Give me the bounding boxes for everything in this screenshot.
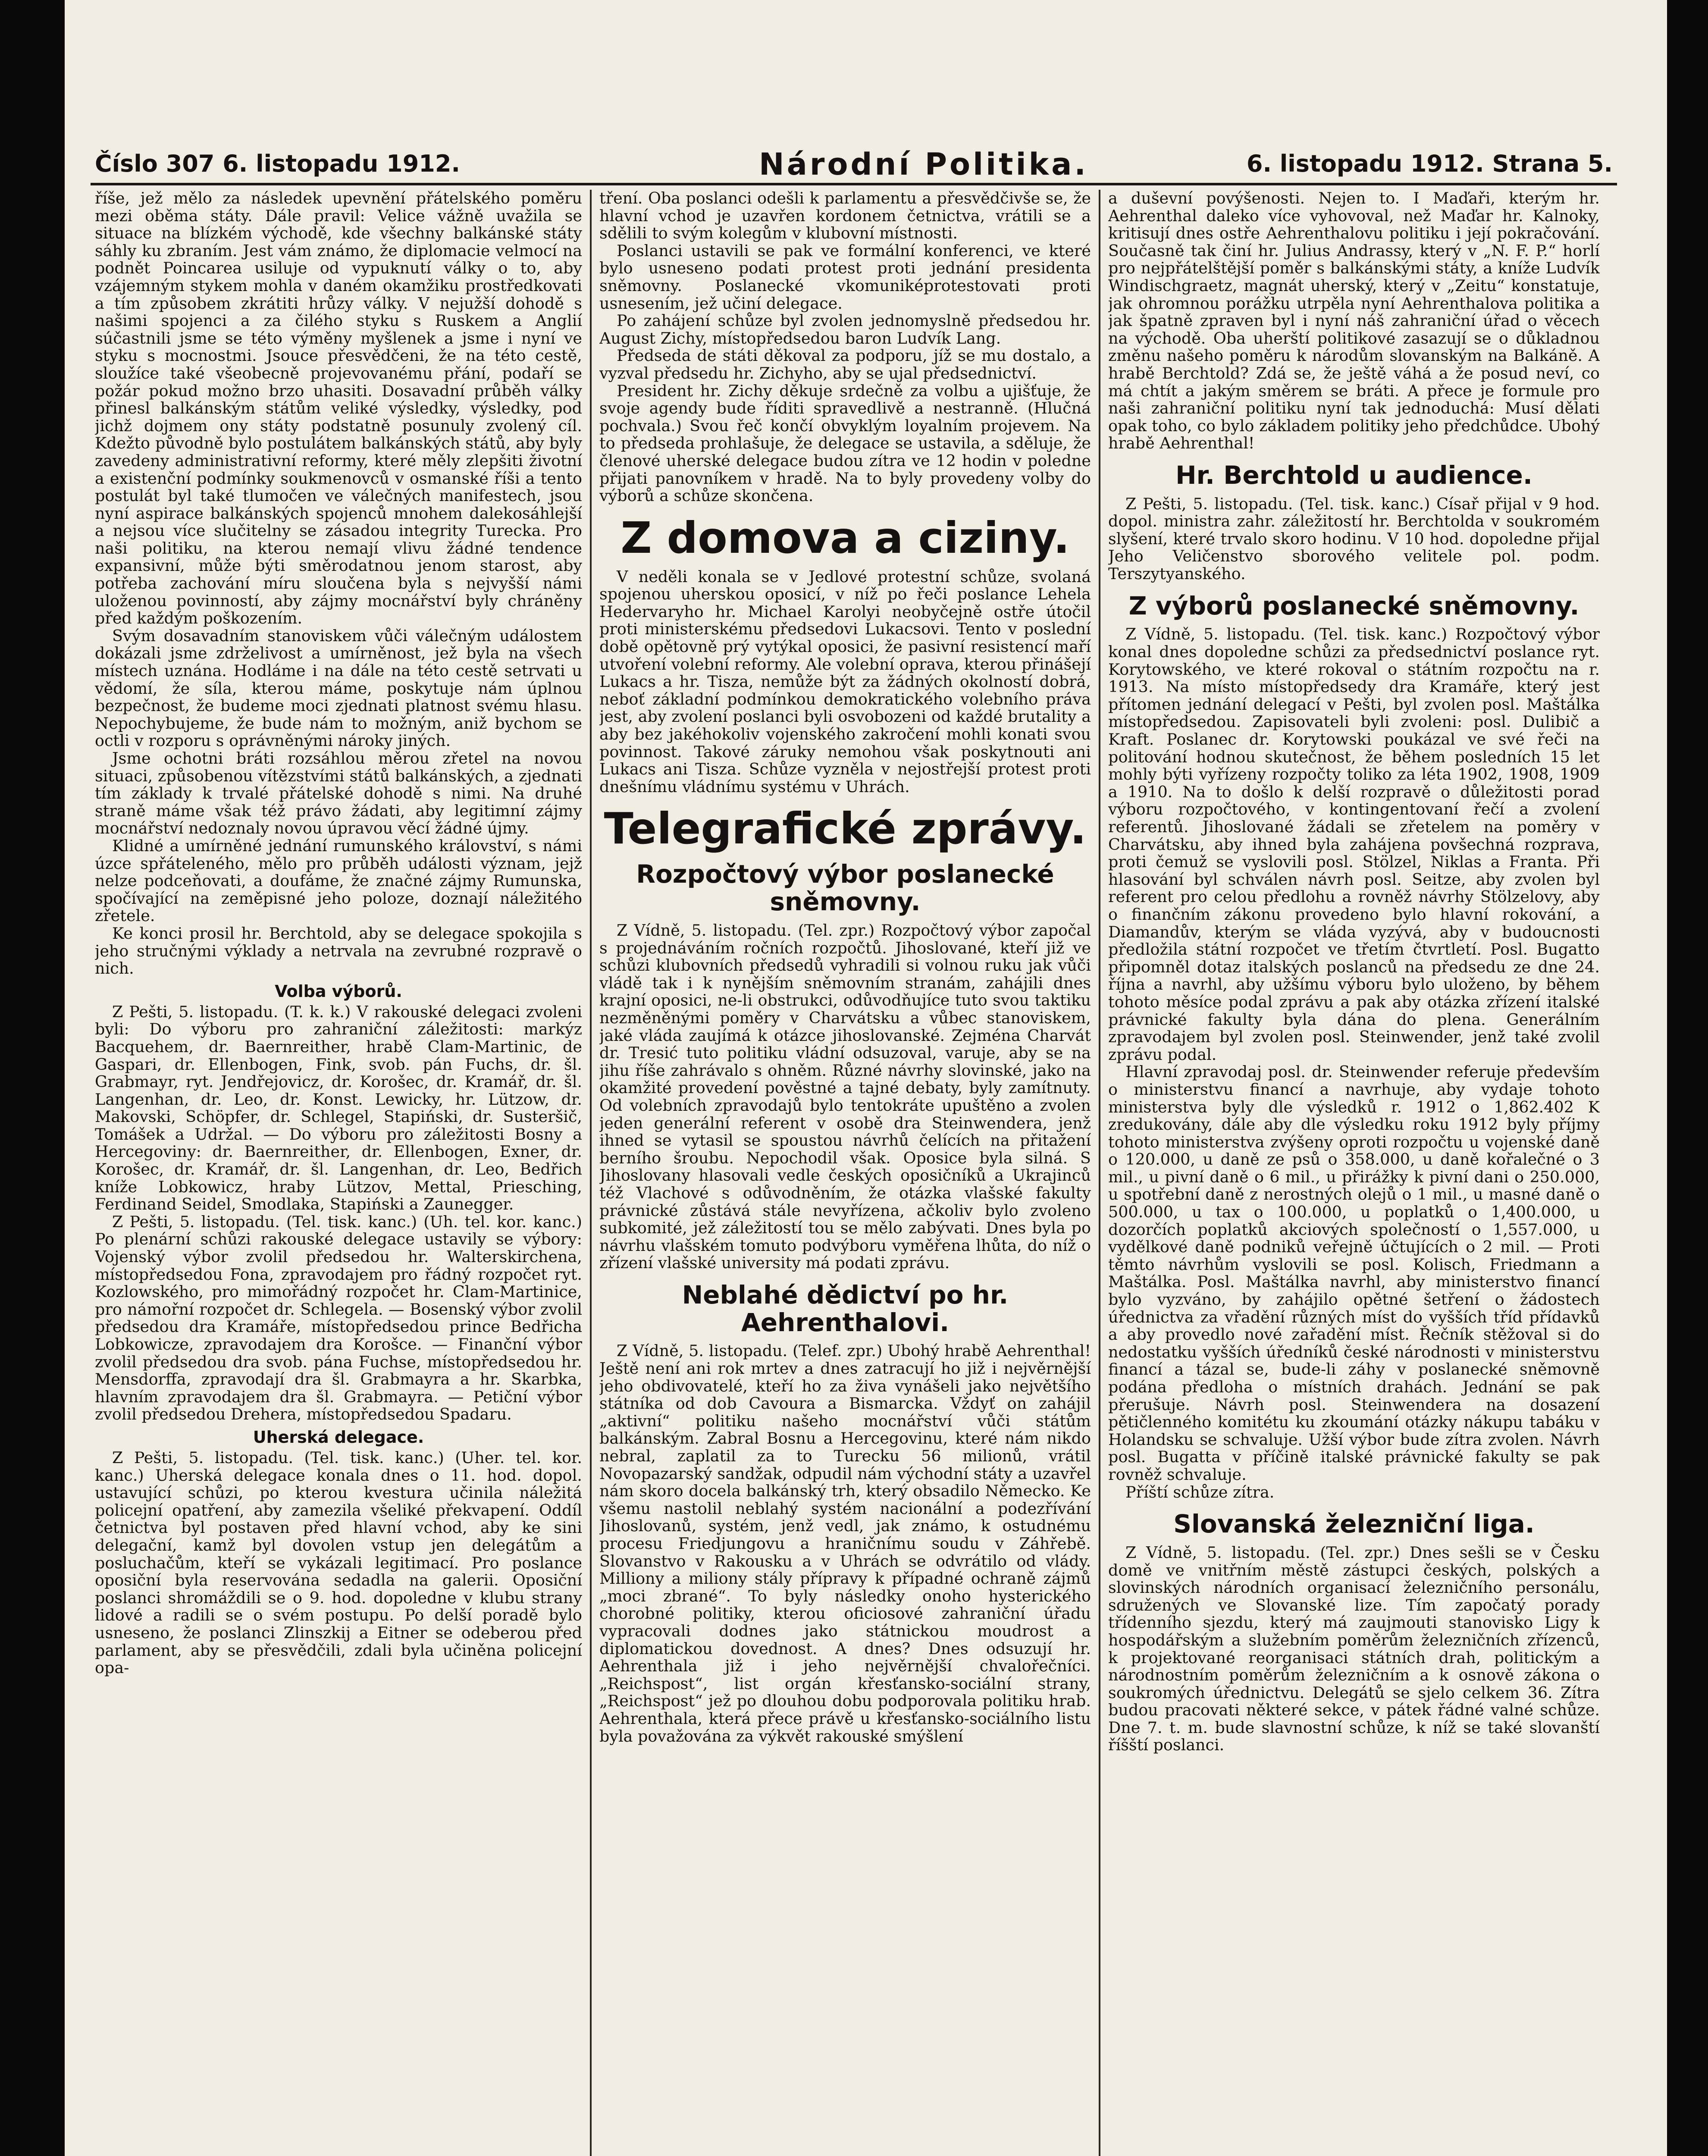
section-heading: Uherská delegace. — [253, 1427, 424, 1447]
newspaper-title: Národní Politika. — [759, 147, 1088, 182]
header-issue-date: Číslo 307 6. listopadu 1912. — [95, 150, 460, 177]
column-3 — [1108, 190, 1600, 2156]
article-paragraph: V neděli konala se v Jedlové protestní schůze, svolaná spojenou uherskou oposicí, v níž po řeči poslance Lehela Hedervaryho hr. Michael Karolyi neobyčejně ostře útočil proti ministerskému předsedovi Lukacsovi. Tento v poslední době opětovně prý vytýkal oposici, že pasivní resistencí maří utvoření volební reformy. Ale volební oprava, kterou přinášejí Lukacs a hr. Tisza, nemůže být za žádných okolností dobrá, neboť základní podmínkou demokratického volebního práva jest, aby zvolení poslanci byli osvobozeni od každé brutality a aby bez jakéhokoliv vojenského zakročení mohli konati svou povinnost. Takové záruky nemohou však poskytnouti ani Lukacs ani Tisza. Schůze vyzněla v nejostřejší protest proti dnešnímu vládnímu systému v Uhrách. — [599, 567, 1091, 796]
article-paragraph: Z Vídně, 5. listopadu. (Tel. tisk. kanc.) Rozpočtový výbor konal dnes dopoledne schůzi za předsednictví poslance ryt. Korytowského, ve které rokoval o státním rozpočtu na r. 1913. Na místo místopředsedy dra Kramáře, který jest přítomen jednání delegací v Pešti, byl zvolen posl. Maštálka místopředsedou. Zapisovateli byli zvoleni: posl. Dulibič a Kraft. Poslanec dr. Korytowski poukázal ve své řeči na politování hodnou skutečnost, že během posledních 15 let mohly býti vyřízeny rozpočty toliko za léta 1902, 1908, 1909 a 1910. Na to došlo k delší rozpravě o důležitosti porad výboru rozpočtového, v kontingentovaní řečí a zvolení referentů. Jihoslované žádali se zřetelem na poměry v Charvátsku, aby ihned byla zahájena povšechná rozprava, proti čemuž se vyslovili posl. Stölzel, Niklas a Franta. Při hlasování byl schválen návrh posl. Seitze, aby zvolen byl referent pro celou předlohu a rovněž návrhy Stölzelovy, aby o finančním zákonu provedeno bylo hlavní rokování, a Diamandův, kterým se vláda vyzývá, aby v budoucnosti předložila státní rozpočet ve třetím čtvrtletí. Posl. Bugatto připomněl dotaz italských poslanců na předsedu ze dne 24. října a navrhl, aby užšímu výboru bylo uloženo, by během tohoto měsíce podal zprávu a pak aby otázka zřízení italské právnické fakulty byla dána do plena. Generálním zpravodajem byl zvolen posl. Steinwender, jenž také zvolil zprávu podal. — [1108, 625, 1600, 1064]
article-paragraph: Z Pešti, 5. listopadu. (T. k. k.) V rakouské delegaci zvoleni byli: Do výboru pro zahraniční záležitosti: markýz Bacquehem, dr. Baernreither, hrabě Clam-Martinic, de Gaspari, dr. Ellenbogen, Fink, svob. pán Fuchs, dr. šl. Grabmayr, ryt. Jendřejovicz, dr. Korošec, dr. Kramář, dr. šl. Langenhan, dr. Leo, dr. Konst. Lewicky, hr. Lützow, dr. Makovski, Schöpfer, dr. Schlegel, Stapiński, dr. Susteršič, Tomášek a Udržal. — Do výboru pro záležitosti Bosny a Hercegoviny: dr. Baernreither, dr. Ellenbogen, Exner, dr. Korošec, dr. Kramář, dr. šl. Langenhan, dr. Leo, Bedřich kníže Lobkowicz, hraby Lützov, Mettal, Priesching, Ferdinand Seidel, Smodlaka, Stapiński a Zaunegger. — [95, 1002, 582, 1214]
column-divider — [590, 190, 592, 2156]
article-paragraph: Z Pešti, 5. listopadu. (Tel. tisk. kanc.) (Uh. tel. kor. kanc.) Po plenární schůzi rakouské delegace ustavily se výbory: Vojenský výbor zvolil předsedou hr. Walterskirchena, místopředsedou Fona, zpravodajem pro řádný rozpočet ryt. Kozlowského, pro mimořádný rozpočet hr. Clam-Martinice, pro námořní rozpočet dr. Schlegela. — Bosenský výbor zvolil předsedou dra Kramáře, místopředsedou prince Bedřicha Lobkowicze, zpravodajem dra Korošce. — Finanční výbor zvolil předsedou dra svob. pána Fuchse, místopředsedou hr. Mensdorffa, zpravodají dra šl. Grabmayra a hr. Skarbka, hlavním zpravodajem dra šl. Grabmayra. — Petiční výbor zvolil předsedou Drehera, místopředsedou Spadaru. — [95, 1212, 582, 1424]
article-paragraph: Jsme ochotni bráti rozsáhlou měrou zřetel na novou situaci, způsobenou vítězstvími států balkánských, a zjednati tím základy k trvalé přátelské dohodě s nimi. Na druhé straně máme však též právo žádati, aby legitimní zájmy mocnářství nedoznaly novou úpravou věcí žádné újmy. — [95, 749, 582, 838]
article-heading: Z výborů poslanecké sněmovny. — [1128, 591, 1580, 620]
header-page-number: 6. listopadu 1912. Strana 5. — [1246, 150, 1613, 177]
article-paragraph: Předseda de státi děkoval za podporu, jíž se mu dostalo, a vyzval předsedu hr. Zichyho, aby se ujal předsednictví. — [599, 346, 1091, 382]
page-header — [86, 147, 1613, 181]
article-paragraph: Poslanci ustavili se pak ve formální konferenci, ve které bylo usneseno podati protest proti jednání presidenta sněmovny. Poslanecké vkomuniképrotestovati proti usnesením, jež učiní delegace. — [599, 241, 1091, 313]
section-heading: Volba výborů. — [275, 981, 402, 1001]
article-heading: Hr. Berchtold u audience. — [1175, 460, 1532, 490]
article-heading: Rozpočtový výbor poslanecké sněmovny. — [636, 859, 1054, 917]
article-paragraph: Klidné a umírněné jednání rumunského království, s námi úzce spřáteleného, mělo pro průběh události význam, jejž nelze podceňovati, a doufáme, že značné zájmy Rumunska, spočívající na zeměpisné jeho poloze, doznají náležitého zřetele. — [95, 836, 582, 925]
article-paragraph: Z Vídně, 5. listopadu. (Tel. zpr.) Rozpočtový výbor započal s projednáváním ročních rozpočtů. Jihoslované, kteří již ve schůzi klubovních předsedů vyhradili si volnou ruku jak vůči vládě tak i k nynějším sněmovním stranám, zahájili dnes krajní oposici, ne-li obstrukci, odůvodňujíce tuto svou taktiku nezměněnými poměry v Charvátsku a vůbec stanoviskem, jaké vláda zaujímá k otázce jihoslovanské. Zejména Charvát dr. Tresić tuto politiku vládní odsuzoval, varuje, aby se na jihu říše zahrávalo s ohněm. Různé návrhy slovinské, jako na okamžité provedení pověstné a tajné debaty, byly zamítnuty. Od volebních zpravodajů bylo tentokráte upuštěno a zvolen jeden generální referent v osobě dra Steinwendera, jenž ihned se vytasil se spoustou návrhů čelících na přitažení berního šroubu. Nepochodil však. Oposice byla silná. S Jihoslovany hlasovali vedle českých oposičníků a Ukrajinců též Vlachové s odůvodněním, že otázka vlašské fakulty právnické zůstává stále nevyřízena, ačkoliv bylo zvoleno subkomité, jež záležitostí tou se mělo zabývati. Dnes byla po návrhu vlašském tomuto podvýboru vyměřena lhůta, do níž o zřízení vlašské university má podati zprávu. — [599, 921, 1091, 1272]
article-paragraph: Svým dosavadním stanoviskem vůči válečným událostem dokázali jsme zdrželivost a umírněnost, jež byla na všech místech uznána. Hodláme i na dále na této cestě setrvati u vědomí, že síla, kterou máme, poskytuje nám úplnou bezpečnost, že budeme moci zjednati platnost svému hlasu. Nepochybujeme, že bude nám to možným, aniž bychom se octli v rozporu s oprávněnými nároky jiných. — [95, 626, 582, 750]
scan-edge-right — [1667, 0, 1708, 2156]
article-heading: Neblahé dědictví po hr. Aehrenthalovi. — [682, 1280, 1009, 1337]
scan-edge-left — [0, 0, 65, 2156]
article-paragraph: Po zahájení schůze byl zvolen jednomyslně předsedou hr. August Zichy, místopředsedou baron Ludvík Lang. — [599, 311, 1091, 348]
article-paragraph: President hr. Zichy děkuje srdečně za volbu a ujišťuje, že svoje agendy bude říditi spravedlivě a nestranně. (Hlučná pochvala.) Svou řeč končí obvyklým loyalním projevem. Na to předseda prohlašuje, že delegace se ustavila, a sděluje, že členové uherské delegace budou zítra ve 12 hodin v poledne přijati panovníkem v hradě. Na to byly provedeny volby do výborů a schůze skončena. — [599, 381, 1091, 505]
column-divider — [1099, 190, 1100, 2156]
article-paragraph: říše, jež mělo za následek upevnění přátelského poměru mezi oběma státy. Dále pravil: Velice vážně uvažila se situace na blízkém východě, kde všechny balkánské státy sáhly ku zbraním. Jest vám známo, že diplomacie velmocí na podnět Poincarea usiluje od vypuknutí války o to, aby vzájemným stykem mohla v daném okamžiku prostředkovati a tím způsobem zkrátiti hrůzy války. V nejužší dohodě s našimi spojenci a za čilého styku s Ruskem a Anglií súčastnili jsme se této výměny myšlenek a jsme i nyní ve styku s mocnostmi. Jsouce přesvědčeni, že na této cestě, sloužíce také všeobecně projevovanému přání, podaří se požár pokud možno brzo uhasiti. Dosavadní průběh války přinesl balkánským státům veliké výsledky, výsledky, pod jichž dojmem ony státy podstatně posunuly zvolený cíl. Kdežto původně bylo postulátem balkánských států, aby byly zavedeny administrativní reformy, které měly zlepšiti životní a existenční podmínky soukmenovců v osmanské říši a tento postulát byl také tlumočen ve válečných manifestech, jsou nyní aspirace balkánských spojenců mnohem dalekosáhlejší a nejsou více slučitelny se zásadou integrity Turecka. Pro naši politiku, na kterou nemají vlivu žádné tendence expansivní, může býti směrodatnou jenom starost, aby potřeba zachování míru sloučena byla s nejvyšší námi uloženou povinností, aby zájmy mocnářství byly chráněny před každým poškozením. — [95, 190, 582, 628]
article-paragraph: Hlavní zpravodaj posl. dr. Steinwender referuje především o ministerstvu financí a navrhuje, aby vydaje tohoto ministerstva byly dle výsledků r. 1912 o 1,862.402 K zredukovány, dále aby dle výsledku roku 1912 byly příjmy tohoto ministerstva zvýšeny oproti rozpočtu u vojenské daně o 120.000, u daně ze psů o 358.000, u daně kořalečné o 3 mil., u pivní daně o 6 mil., u přirážky k pivní dani o 250.000, u spotřební daně z nerostných olejů o 1 mil., u masné daně o 500.000, u tax o 100.000, u poplatků o 1,400.000, u dozorčích poplatků akciových společností o 1,557.000, u vydělkové daně podniků veřejně účtujících o 2 mil. — Proti těmto návrhům vyslovili se posl. Kolisch, Friedmann a Maštálka. Posl. Maštálka navrhl, aby ministerstvo financí bylo vyzváno, by zahájilo opětné šetření o žádostech úřednictva za vřadění různých míst do vyšších tříd přídavků a aby provedlo nové zařadění míst. Řečník stěžoval si do nedostatku vyšších úředníků české národnosti v ministerstvu financí a tázal se, bude-li záhy v poslanecké sněmovně podána předloha o místních drahách. Jednání se pak přerušuje. Návrh posl. Steinwendera na dosazení pětičlenného komitétu ku zkoumání otázky nákupu tabáku v Holandsku se schvaluje. Užší výbor bude zítra zvolen. Návrh posl. Bugatta v příčině italské právnické fakulty se pak rovněž schvaluje. — [1108, 1062, 1600, 1484]
article-paragraph: Z Pešti, 5. listopadu. (Tel. tisk. kanc.) (Uher. tel. kor. kanc.) Uherská delegace konala dnes o 11. hod. dopol. ustavující schůzi, po kterou kvestura učinila náležitá policejní opatření, aby zamezila všeliké překvapení. Oddíl četnictva byl postaven před hlavní vchod, aby ke sini delegační, kamž byl dovolen vstup jen delegátům a posluchačům, kteří se vykázali legitimací. Pro poslance oposiční byla reservována sedadla na galerii. Oposiční poslanci shromáždili se o 9. hod. dopoledne v klubu strany lidové a radili se o svém postupu. Po delší poradě bylo usneseno, že poslanci Zlinszkij a Eitner se odeberou před parlament, aby se přesvědčili, zdali byla učiněna policejní opa- — [95, 1448, 582, 1677]
article-paragraph: tření. Oba poslanci odešli k parlamentu a přesvědčivše se, že hlavní vchod je uzavřen kordonem četnictva, vrátili se a sdělili to svým kolegům v klubovní místnosti. — [599, 190, 1091, 243]
article-paragraph: Z Vídně, 5. listopadu. (Tel. zpr.) Dnes sešli se v Česku domě ve vnitřním městě zástupci českých, polských a slovinských národních organisací železničního personálu, sdružených ve Slovanské lize. Tím započatý porady třídenního sjezdu, který má zaujmouti stanovisko Ligy k hospodářským a služebním poměrům železničních zřízenců, k projektované reorganisaci státních drah, politickým a národnostním poměrům železničním a k osnově zákona o soukromých úřednictvu. Delegátů se sjelo celkem 36. Zítra budou pracovati některé sekce, v pátek řádné valné schůze. Dne 7. t. m. bude slavnostní schůze, k níž se také slovanští říšští poslanci. — [1108, 1543, 1600, 1755]
article-paragraph: a duševní povýšenosti. Nejen to. I Maďaři, kterým hr. Aehrenthal daleko více vyhovoval, než Maďar hr. Kalnoky, kritisují dnes ostře Aehrenthalovu politiku i její pokračování. Současně tak činí hr. Julius Andrassy, který v „N. F. P.“ horlí pro nejpřátelštější poměr s balkánskými státy, a kníže Ludvík Windischgraetz, magnát uherský, který v „Zeitu“ konstatuje, jak ohromnou porážku utrpěla nyní Aehrenthalova politika a jak špatně zpraven byl i nyní náš zahraniční úřad o věcech na východě. Oba uherští politikové zasazují se o důkladnou změnu našeho poměru k národům slovanským na Balkáně. A hrabě Berchtold? Zdá se, že ještě váhá a že posud neví, co má chtít a jakým směrem se bráti. A přece je formule pro naši zahraniční politiku nyní tak jednoduchá: Musí dělati opak toho, co bylo základem politiky jeho předchůdce. Ubohý hrabě Aehrenthal! — [1108, 190, 1600, 453]
article-paragraph: Z Pešti, 5. listopadu. (Tel. tisk. kanc.) Císař přijal v 9 hod. dopol. ministra zahr. záležitostí hr. Berchtolda v soukromém slyšení, které trvalo skoro hodinu. V 10 hod. dopoledne přijal Jeho Veličenstvo sborového velitele pol. podm. Terszytyanského. — [1108, 494, 1600, 583]
article-paragraph: Ke konci prosil hr. Berchtold, aby se delegace spokojila s jeho stručnými výklady a netrvala na zevrubné rozpravě o nich. — [95, 924, 582, 978]
header-rule — [91, 183, 1617, 185]
article-heading: Slovanská železniční liga. — [1173, 1509, 1535, 1539]
column-1 — [95, 190, 582, 2156]
column-2 — [599, 190, 1091, 2156]
article-paragraph: Z Vídně, 5. listopadu. (Telef. zpr.) Ubohý hrabě Aehrenthal! Ještě není ani rok mrtev a dnes zatracují ho již i nejvěrnější jeho obdivovatelé, kteří ho za živa vynášeli jako největšího státníka od dob Cavoura a Bismarcka. Vždyť on zahájil „aktivní“ politiku našeho mocnářství vůči státům balkánským. Zabral Bosnu a Hercegovinu, které nám nikdo nebral, zaplatil za to Turecku 56 milionů, vrátil Novopazarský sandžak, odpudil nám východní státy a uzavřel nám skoro docela balkánský trh, který obsadilo Německo. Ke všemu nastolil neblahý systém nacionální a podezřívání Jihoslovanů, systém, jenž vedl, jak známo, k ostudnému procesu Friedjungovu a hraničnímu soudu v Záhřebě. Slovanstvo v Rakousku a v Uhrách se odvrátilo od vlády. Milliony a miliony stály přípravy k případné ochraně zájmů „moci zbrané“. To byly následky onoho hysterického chorobné politiky, kterou oficiosové zahraniční úřadu vypracovali dodnes jako státnickou moudrost a diplomatickou dovednost. A dnes? Dnes odsuzují hr. Aehrenthala již i jeho nejvěrnější chvalořečníci. „Reichspost“, list orgán křesťansko-sociální strany, „Reichspost“ jež po dlouhou dobu podporovala politiku hrab. Aehrenthala, která přece právě u křesťansko-sociálního listu byla považována za výkvět rakouské smýšlení — [599, 1341, 1091, 1745]
article-paragraph: Příští schůze zítra. — [1125, 1482, 1275, 1501]
section-heading: Telegrafické zprávy. — [604, 803, 1087, 854]
section-heading: Z domova a ciziny. — [621, 512, 1070, 563]
